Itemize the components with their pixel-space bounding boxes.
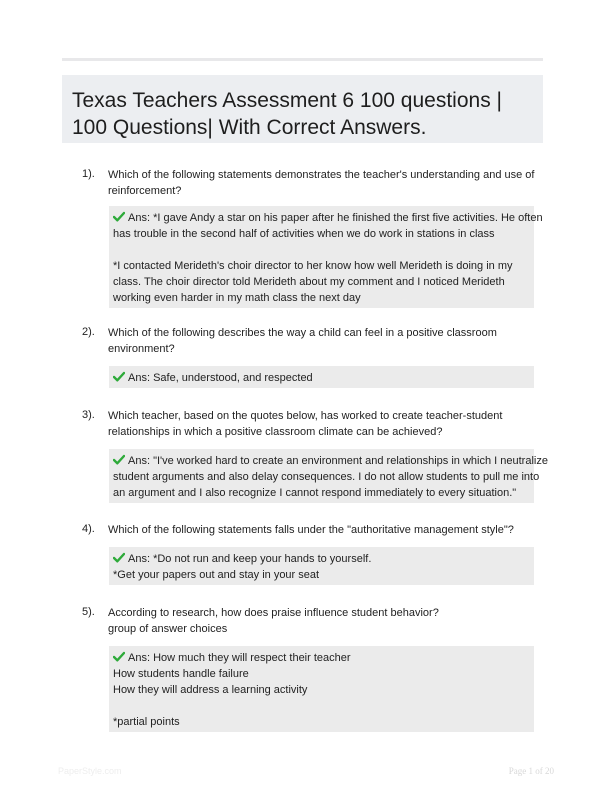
question-text: Which of the following statements demonstrates the teacher's understanding and use of reinforcement? xyxy=(108,169,535,197)
answer-line: Ans: "I've worked hard to create an environment and relationships in which I neutralize xyxy=(113,453,530,469)
question-number: 1). xyxy=(82,168,95,180)
answer-box-4 xyxy=(109,547,534,585)
question-text: Which of the following statements falls under the "authoritative management style"? xyxy=(108,524,514,536)
check-icon xyxy=(113,454,125,465)
check-icon xyxy=(113,371,125,382)
answer-line: Ans: *Do not run and keep your hands to yourself. xyxy=(113,551,530,567)
question-text-line: group of answer choices xyxy=(108,623,228,635)
answer-box-1 xyxy=(109,206,543,308)
answer-line: has trouble in the second half of activities when we do work in stations in class xyxy=(113,228,495,240)
document-title: Texas Teachers Assessment 6 100 questions | 100 Questions| With Correct Answers. xyxy=(72,89,502,139)
answer-line: class. The choir director told Merideth about my comment and I noticed Merideth xyxy=(113,276,505,288)
answer-line: working even harder in my math class the next day xyxy=(113,292,361,304)
question-number: 4). xyxy=(82,523,95,535)
question-text-line: According to research, how does praise influence student behavior? xyxy=(108,607,439,619)
answer-line: Ans: How much they will respect their teacher xyxy=(113,650,530,666)
question-text: Which of the following describes the way a child can feel in a positive classroom environment? xyxy=(108,327,497,355)
answer-line: *I contacted Merideth's choir director to her know how well Merideth is doing in my xyxy=(113,260,513,272)
answer-line: Ans: *I gave Andy a star on his paper after he finished the first five activities. He often xyxy=(113,210,530,226)
answer-line: *partial points xyxy=(113,716,180,728)
question-number: 3). xyxy=(82,409,95,421)
answer-spacer xyxy=(113,698,530,714)
answer-box-3 xyxy=(109,449,548,503)
answer-line: How they will address a learning activity xyxy=(113,684,308,696)
answer-spacer xyxy=(113,242,530,258)
answer-line: Ans: Safe, understood, and respected xyxy=(113,370,530,386)
answer-box-2 xyxy=(109,366,534,388)
check-icon xyxy=(113,211,125,222)
answer-line: How students handle failure xyxy=(113,668,249,680)
answer-line: an argument and I also recognize I cannot respond immediately to every situation." xyxy=(113,487,517,499)
page-number: Page 1 of 20 xyxy=(508,766,554,776)
check-icon xyxy=(113,552,125,563)
question-text xyxy=(108,605,536,637)
title-box xyxy=(62,75,543,143)
question-text: Which teacher, based on the quotes below, has worked to create teacher-student relationships in which a positive classroom climate can be achieved? xyxy=(108,410,503,438)
answer-line: student arguments and also delay consequences. I do not allow students to pull me into xyxy=(113,471,540,483)
answer-line: *Get your papers out and stay in your seat xyxy=(113,569,320,581)
top-divider xyxy=(62,58,543,61)
question-number: 2). xyxy=(82,326,95,338)
footer-watermark: PaperStyle.com xyxy=(58,766,122,776)
question-number: 5). xyxy=(82,606,95,618)
answer-box-5 xyxy=(109,646,534,732)
check-icon xyxy=(113,651,125,662)
